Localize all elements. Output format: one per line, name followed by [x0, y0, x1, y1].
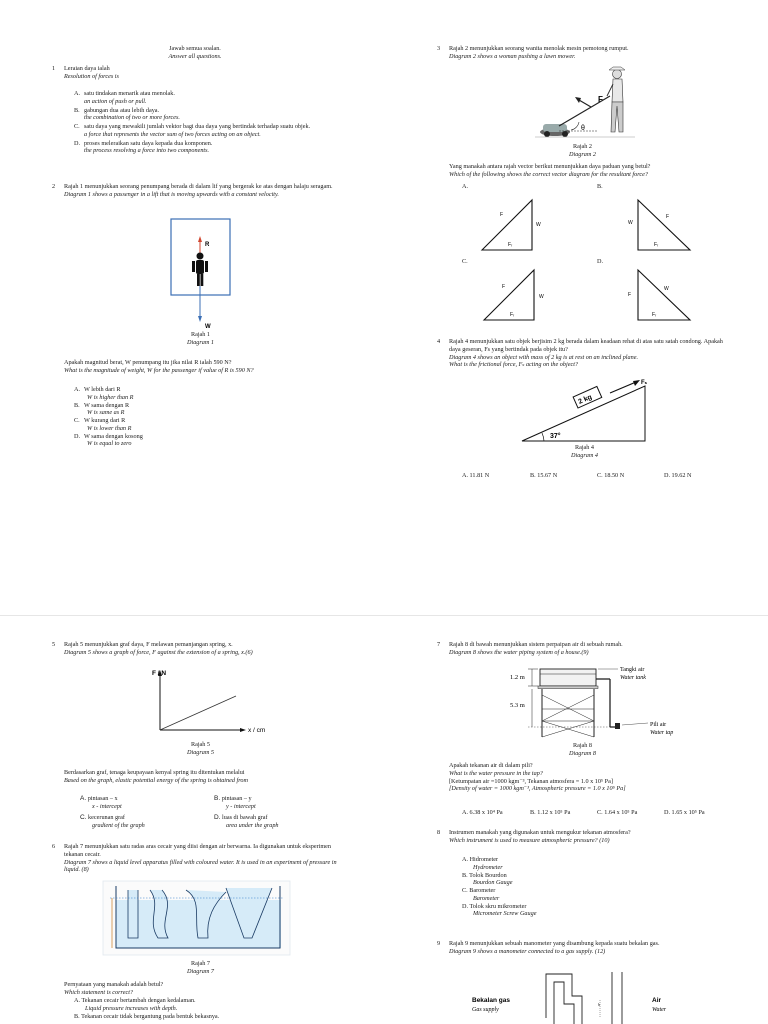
- stem-en: Which instrument is used to measure atmospheric pressure? (10): [449, 836, 610, 844]
- stem-ms: Rajah 1 menunjukkan seorang penumpang berada di dalam lif yang bergerak ke atas dengan halaju seragam.: [64, 183, 333, 190]
- stem-ms: Instrumen manakah yang digunakan untuk mengukur tekanan atmosfera?: [449, 829, 631, 836]
- label-Fr: Fᵣ: [652, 312, 657, 318]
- woman-body: [612, 79, 623, 102]
- vector-diagram-c[interactable]: [482, 266, 542, 324]
- caption-en: Diagram 7: [187, 967, 214, 975]
- hat: [609, 67, 625, 70]
- ask-en: Which of the following shows the correct vector diagram for the resultant force?: [449, 170, 649, 178]
- water-tank: [540, 669, 596, 686]
- question-8-options: [462, 856, 536, 918]
- arrowhead: [198, 316, 202, 322]
- stem-en: Diagram 8 shows the water piping system of a house.(9): [449, 648, 589, 656]
- passenger-body: [196, 260, 204, 274]
- question-number: 4: [437, 338, 441, 345]
- diagram-8-water-piping: [510, 665, 685, 741]
- question-7-ask: [449, 762, 626, 793]
- option[interactable]: [74, 433, 143, 449]
- h-label: h: [598, 1002, 600, 1007]
- stem-en: Diagram 7 shows a liquid level apparatus filled with coloured water. It is used in an experiment of pressure in liquid. (8): [64, 858, 337, 874]
- ask-ms: Pernyataan yang manakah adalah betul?: [64, 981, 164, 988]
- arrowhead: [198, 236, 202, 242]
- option-label-c[interactable]: C.: [462, 258, 468, 265]
- option[interactable]: [74, 123, 349, 139]
- question-1-stem: [64, 65, 119, 81]
- option-en: the combination of two or more forces.: [84, 114, 180, 122]
- vector-diagram-d[interactable]: [628, 266, 694, 324]
- caption-en: Diagram 2: [569, 150, 596, 158]
- label-F: F: [598, 95, 603, 104]
- question-3-stem: [449, 45, 629, 61]
- instruction-en: Answer all questions.: [168, 52, 222, 60]
- option-d[interactable]: D. Tolok skru mikrometer Micrometer Screw Gauge: [462, 902, 537, 918]
- y-axis-label: F / N: [152, 670, 167, 677]
- tank-label-en: Water tank: [620, 675, 646, 681]
- option-a[interactable]: A. Tekanan cecair bertambah dengan kedalaman. Liquid pressure increases with depth.: [74, 997, 196, 1012]
- vector-diagram-b[interactable]: [628, 196, 694, 254]
- question-6-options: [74, 997, 219, 1020]
- option-label-a[interactable]: A.: [462, 183, 469, 190]
- stem-en-1: Diagram 4 shows an object with mass of 2 kg is at rest on an inclined plane.: [449, 353, 638, 361]
- option-letter: B.: [74, 401, 80, 409]
- stem-en: Diagram 1 shows a passenger in a lift that is moving upwards with a constant velocity.: [64, 190, 279, 198]
- question-number: 5: [52, 641, 56, 648]
- caption-ms: Rajah 1: [190, 331, 211, 338]
- question-8-stem: [449, 829, 631, 845]
- option-en: the process resolving a force into two components.: [84, 147, 210, 155]
- option-c[interactable]: C. 1.64 x 10⁵ Pa: [597, 809, 638, 816]
- option-letter: D.: [74, 139, 81, 147]
- ask-ms: Apakah tekanan air di dalam pili?: [449, 762, 533, 769]
- instruction-ms: Jawab semua soalan.: [169, 45, 221, 52]
- option-label-b[interactable]: B.: [597, 183, 603, 190]
- question-3-ask: [449, 163, 650, 179]
- label-W: W: [628, 220, 633, 226]
- label-F: F: [500, 212, 504, 218]
- angle-label: 37°: [550, 433, 561, 440]
- question-number: 3: [437, 45, 441, 52]
- caption-ms: Rajah 8: [572, 742, 593, 749]
- stem-ms: Rajah 9 menunjukkan sebuah manometer yang disambung kepada suatu bekalan gas.: [449, 940, 660, 947]
- option-letter: D.: [74, 432, 81, 440]
- caption-ms: Rajah 5: [190, 741, 211, 748]
- water-label-en: Water: [652, 1007, 667, 1013]
- label-Fr: Fᵣ: [508, 242, 513, 248]
- ask-en: Based on the graph, elastic potential energy of the spring is obtained from: [64, 776, 248, 784]
- option-letter: B.: [74, 106, 80, 114]
- stem-ms: Rajah 2 menunjukkan seorang wanita menolak mesin pemotong rumput.: [449, 45, 629, 52]
- question-1-options: [74, 90, 349, 155]
- option-ms: proses meleraikan satu daya kepada dua komponen.: [84, 139, 213, 147]
- label-Fr: Fᵣ: [510, 312, 515, 318]
- vector-diagram-a[interactable]: [480, 196, 540, 254]
- caption-en: Diagram 4: [571, 451, 598, 459]
- caption-ms: Rajah 7: [190, 960, 211, 967]
- option-en: W is same as R: [87, 409, 125, 417]
- gas-label-ms: Bekalan gas: [472, 997, 510, 1004]
- ask-en: Which statement is correct?: [64, 988, 134, 996]
- given-en: [Density of water = 1000 kgm⁻³, Atmospheric pressure = 1.0 x 10⁵ Pa]: [449, 785, 626, 793]
- option-ms: satu tindakan menarik atau menolak.: [84, 90, 175, 97]
- stem-en: Diagram 2 shows a woman pushing a lawn mower.: [449, 52, 576, 60]
- graph-line: [160, 696, 236, 730]
- diagram-2-lawn-mower: [535, 62, 635, 142]
- stem-ms: Rajah 8 di bawah menunjukkan sistem perpaipan air di sebuah rumah.: [449, 641, 623, 648]
- option-ms: W sama dengan kosong: [84, 432, 143, 440]
- option-d[interactable]: D. 1.65 x 10⁵ Pa: [664, 809, 705, 816]
- question-6-ask: [64, 981, 163, 997]
- caption-ms: Rajah 4: [574, 444, 595, 451]
- diagram-4-inclined-plane: [520, 378, 660, 444]
- diagram-5-graph: [150, 668, 280, 738]
- option-c[interactable]: C. Barometer Barometer: [462, 887, 500, 902]
- option-en: an action of push or pull.: [84, 97, 147, 105]
- water-label-ms: Air: [652, 997, 662, 1004]
- ask-ms: Apakah magnitud berat, W penumpang itu jika nilai R ialah 590 N?: [64, 359, 232, 366]
- vessel-1: [128, 890, 138, 938]
- stem-en: Diagram 5 shows a graph of force, F against the extension of a spring, x.(6): [64, 648, 253, 656]
- option-c[interactable]: C. 18.50 N: [597, 472, 625, 479]
- diagram-7-caption: [178, 960, 223, 976]
- label-W: W: [664, 286, 669, 292]
- option-ms: W lebih dari R: [84, 386, 121, 393]
- option-b[interactable]: B. Tolok Bourdon Bourdon Gauge: [462, 871, 513, 887]
- tap-label-en: Water tap: [650, 730, 674, 736]
- option-a[interactable]: A. pintasan – x x - intercept: [80, 795, 122, 811]
- option[interactable]: [74, 417, 143, 433]
- label-R: R: [205, 242, 210, 248]
- tank-label-ms: Tangki air: [620, 667, 645, 673]
- option-a[interactable]: A. 11.81 N: [462, 472, 490, 479]
- given-ms: [Ketumpatan air =1000 kgm⁻³, Tekanan atmosfera = 1.0 x 10⁵ Pa]: [449, 777, 613, 785]
- instruction: [150, 45, 240, 61]
- option-en: a force that represents the vector sum of two forces acting on an object.: [84, 130, 261, 138]
- angle-arc: [571, 122, 579, 130]
- caption-en: Diagram 5: [187, 748, 214, 756]
- diagram-1-caption: [178, 331, 223, 347]
- stem-ms: Rajah 7 menunjukkan satu radas aras cecair yang diisi dengan air berwarna. Ia digunakan untuk eksperimen tekanan cecair.: [64, 843, 331, 858]
- stem-ms: Leraian daya ialah: [64, 65, 110, 72]
- option-en: W is higher than R: [87, 393, 134, 401]
- option-ms: W sama dengan R: [84, 401, 130, 409]
- label-F: F: [666, 214, 670, 220]
- question-2-options: [74, 386, 143, 448]
- option-letter: A.: [74, 90, 81, 97]
- question-number: 8: [437, 829, 441, 836]
- label-F: F: [502, 284, 506, 290]
- label-W: W: [536, 222, 541, 228]
- question-number: 1: [52, 65, 56, 72]
- label-Fs: Fₛ: [641, 380, 647, 386]
- question-5-stem: [64, 641, 253, 657]
- x-axis-label: x / cm: [248, 727, 266, 734]
- ask-en: What is the water pressure in the tap?: [449, 769, 543, 777]
- question-2-stem: [64, 183, 349, 199]
- diagram-1-lift: [170, 218, 232, 330]
- option-b[interactable]: B. pintasan – y y - intercept: [214, 795, 256, 811]
- question-number: 2: [52, 183, 56, 190]
- question-number: 9: [437, 940, 441, 947]
- question-5-ask: [64, 769, 248, 785]
- tap-label-ms: Pili air: [650, 722, 667, 728]
- option-en: W is equal to zero: [87, 440, 132, 448]
- option-c[interactable]: C. kecerunan graf gradient of the graph: [80, 814, 145, 830]
- option-letter: C.: [74, 417, 80, 424]
- option-a[interactable]: A. Hidrometer Hydrometer: [462, 856, 503, 871]
- page-divider: [0, 615, 768, 616]
- option-letter: C.: [74, 123, 80, 130]
- option[interactable]: [74, 90, 349, 106]
- diagram-7-liquid-apparatus: [102, 880, 292, 956]
- option-a[interactable]: A. 6.38 x 10⁴ Pa: [462, 809, 503, 816]
- option[interactable]: [74, 402, 143, 418]
- option-b[interactable]: B. 1.12 x 10⁵ Pa: [530, 809, 571, 816]
- tap: [615, 723, 620, 729]
- label-W: W: [205, 324, 211, 330]
- ask-ms: Yang manakah antara rajah vector berikut menunjukkan daya paduan yang betul?: [449, 163, 651, 170]
- stem-ms: Rajah 4 menunjukkan satu objek berjisim 2 kg berada dalam keadaan rehat di atas satu satah condong. Apakah daya geseran, Fs yang bertindak pada objek itu?: [449, 338, 723, 353]
- caption-ms: Rajah 2: [572, 143, 593, 150]
- option-en: W is lower than R: [87, 424, 132, 432]
- diagram-8-caption: [560, 742, 605, 758]
- question-7-stem: [449, 641, 623, 657]
- block-label: 2 kg: [577, 393, 594, 406]
- option-b[interactable]: B. Tekanan cecair tidak bergantung pada bentuk bekasnya.: [74, 1012, 220, 1020]
- passenger-head: [197, 253, 204, 260]
- label-Fr: Fᵣ: [654, 242, 659, 248]
- woman-head: [613, 70, 622, 79]
- option-letter: A.: [74, 386, 81, 393]
- stem-en: Diagram 9 shows a manometer connected to a gas supply. (12): [449, 947, 606, 955]
- height-1-label: 1.2 m: [510, 674, 525, 681]
- option-label-d[interactable]: D.: [597, 258, 604, 265]
- question-number: 6: [52, 843, 56, 850]
- question-number: 7: [437, 641, 441, 648]
- height-2-label: 5.3 m: [510, 702, 525, 709]
- force-arrow: [579, 100, 591, 107]
- diagram-2-caption: [560, 143, 605, 159]
- diagram-5-caption: [178, 741, 223, 757]
- label-W: W: [539, 294, 544, 300]
- question-2-ask: [64, 359, 254, 375]
- label-F: F: [628, 292, 632, 298]
- caption-en: Diagram 8: [569, 749, 596, 757]
- stem-en-2: What is the frictional force, Fₛ acting on the object?: [449, 361, 579, 369]
- option-ms: satu daya yang mewakili jumlah vektor bagi dua daya yang bertindak terhadap suatu objek.: [84, 123, 311, 130]
- ask-en: What is the magnitude of weight, W for the passenger if value of R is 590 N?: [64, 366, 254, 374]
- gas-label-en: Gas supply: [472, 1007, 499, 1013]
- option[interactable]: [74, 107, 349, 123]
- woman-legs: [611, 102, 623, 132]
- option-d[interactable]: D. luas di bawah graf area under the graph: [214, 814, 279, 830]
- option-ms: gabungan dua atau lebih daya.: [84, 106, 160, 114]
- question-9-stem: [449, 940, 660, 956]
- option-b[interactable]: B. 15.67 N: [530, 472, 558, 479]
- caption-en: Diagram 1: [187, 338, 214, 346]
- ask-ms: Berdasarkan graf, tenaga keupayaan kenyal spring itu ditentukan melalui: [64, 769, 245, 776]
- stem-en: Resolution of forces is: [64, 72, 119, 80]
- diagram-9-manometer: [470, 970, 700, 1024]
- stem-ms: Rajah 5 menunjukkan graf daya, F melawan pemanjangan spring, x.: [64, 641, 233, 648]
- question-6-stem: [64, 843, 344, 874]
- question-4-stem: [449, 338, 724, 369]
- option[interactable]: [74, 140, 349, 156]
- option-d[interactable]: D. 19.62 N: [664, 472, 692, 479]
- diagram-4-caption: [562, 444, 607, 460]
- option[interactable]: [74, 386, 143, 402]
- label-theta: θ: [581, 125, 585, 132]
- option-ms: W kurang dari R: [84, 417, 126, 424]
